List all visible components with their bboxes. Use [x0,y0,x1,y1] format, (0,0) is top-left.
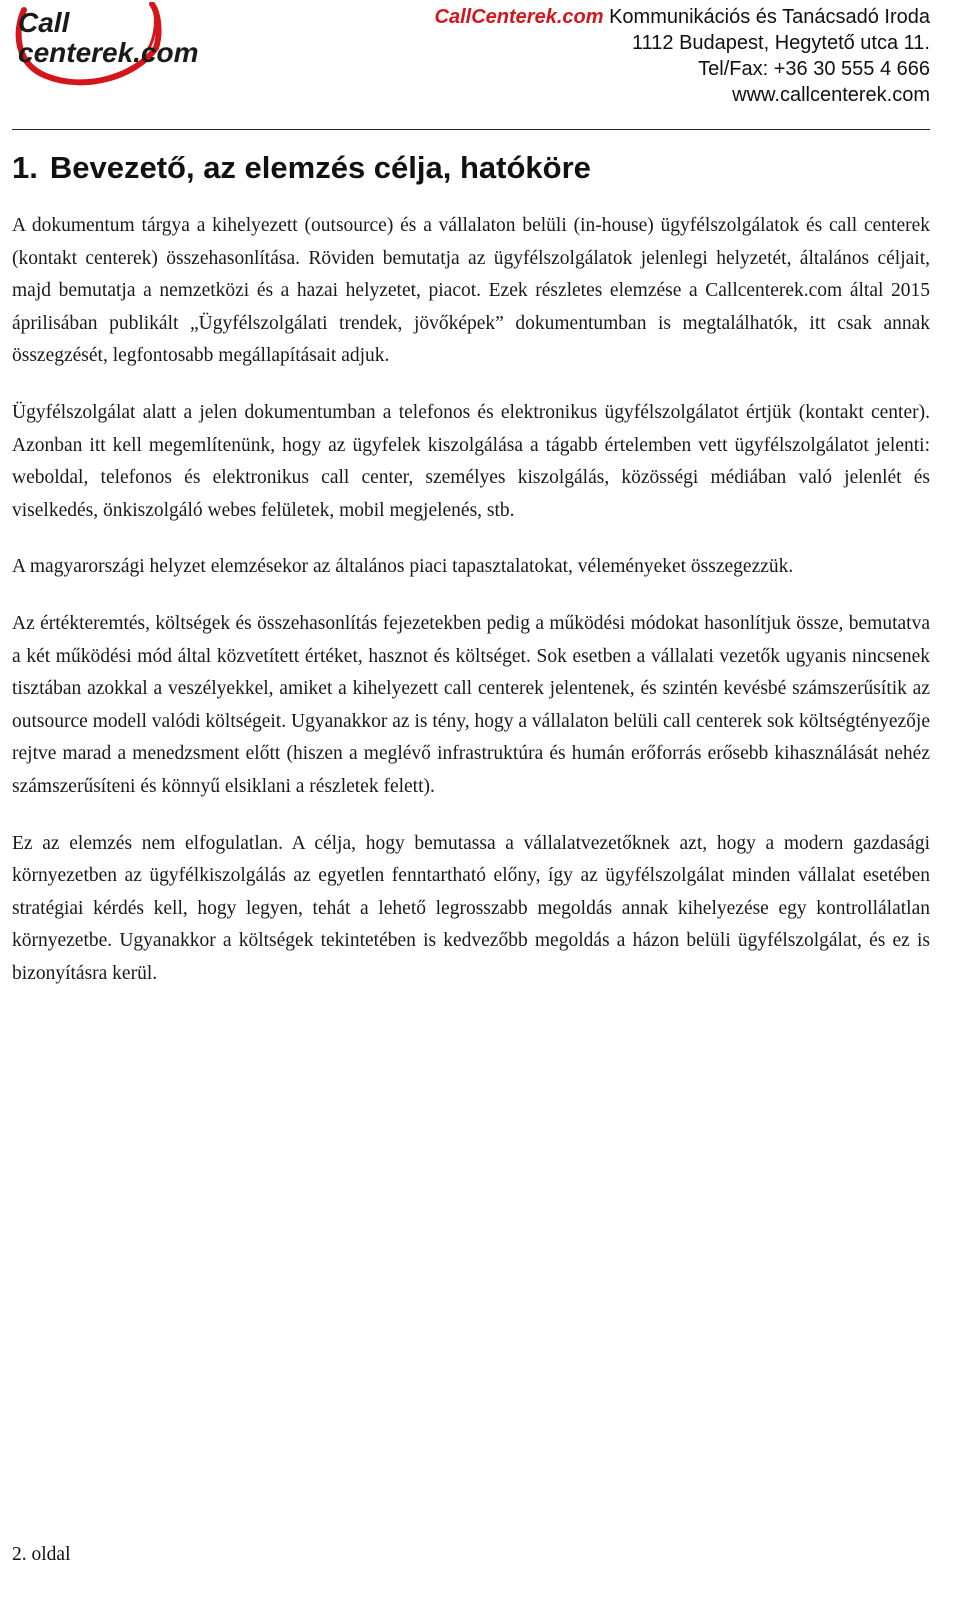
paragraph: A magyarországi helyzet elemzésekor az általános piaci tapasztalatokat, véleményeket összegezzük. [12,556,794,578]
brand-name: CallCenterek.com [434,6,604,28]
section-title [12,148,932,188]
logo-text-call: Call [18,7,70,38]
body-text [12,210,930,1014]
header-divider [12,129,930,130]
section-number: 1. [12,150,38,185]
website: www.callcenterek.com [732,84,930,106]
contact-info [435,4,930,108]
paragraph: A dokumentum tárgya a kihelyezett (outsource) és a vállalaton belüli (in-house) ügyfélszolgálatok és call centerek (kontakt centerek) összehasonlítása. Röviden bemutatja az ügyfélszolgálatok jelenlegi helyzetét, általános céljait, majd bemutatja a nemzetközi és a hazai helyzetet, piacot. Ezek részletes elemzése a Callcenterek.com által 2015 áprilisában publikált „Ügyfélszolgálati trendek, jövőképek” dokumentumban is megtalálhatók, itt csak annak összegzését, legfontosabb megállapításait adjuk. [12,215,930,367]
paragraph: Ügyfélszolgálat alatt a jelen dokumentumban a telefonos és elektronikus ügyfélszolgálatot értjük (kontakt center). Azonban itt kell megemlítenünk, hogy az ügyfelek kiszolgálása a tágabb értelemben vett ügyfélszolgálatot jelenti: weboldal, telefonos és elektronikus call center, személyes kiszolgálás, közösségi médiában való jelenlét és viselkedés, önkiszolgáló webes felületek, mobil megjelenés, stb. [12,401,930,521]
company-logo [6,2,236,92]
phone: Tel/Fax: +36 30 555 4 666 [698,58,930,80]
address: 1112 Budapest, Hegytető utca 11. [632,32,930,54]
page-number: 2. oldal [12,1544,71,1565]
logo-text-centerek: centerek.com [18,37,199,68]
organization-name: Kommunikációs és Tanácsadó Iroda [609,6,930,28]
contact-line-brand [435,4,930,30]
paragraph: Az értékteremtés, költségek és összehasonlítás fejezetekben pedig a működési módokat hasonlítjuk össze, bemutatva a két működési mód által közvetített értéket, hasznot és költséget. Sok esetben a vállalati vezetők ugyanis nincsenek tisztában azokkal a veszélyekkel, amiket a kihelyezett call centerek jelentenek, és szintén kevésbé számszerűsítik az outsource modell valódi költségeit. Ugyanakkor az is tény, hogy a vállalaton belüli call centerek sok költségtényezője rejtve marad a menedzsment előtt (hiszen a meglévő infrastruktúra és humán erőforrás erősebb kihasználását nehéz számszerűsíteni és könnyű elsiklani a részletek felett). [12,612,930,797]
section-title-text: Bevezető, az elemzés célja, hatóköre [49,150,591,185]
paragraph: Ez az elemzés nem elfogulatlan. A célja, hogy bemutassa a vállalatvezetőknek azt, hogy a modern gazdasági környezetben az ügyfélkiszolgálás az egyetlen fenntartható előny, így az ügyfélszolgálat minden vállalat esetében stratégiai kérdés kell, hogy legyen, tehát a lehető legrosszabb megoldás annak kihelyezése egy kontrollálatlan környezetbe. Ugyanakkor a költségek tekintetében is kedvezőbb megoldás a házon belüli ügyfélszolgálat, és ez is bizonyításra kerül. [12,832,930,984]
